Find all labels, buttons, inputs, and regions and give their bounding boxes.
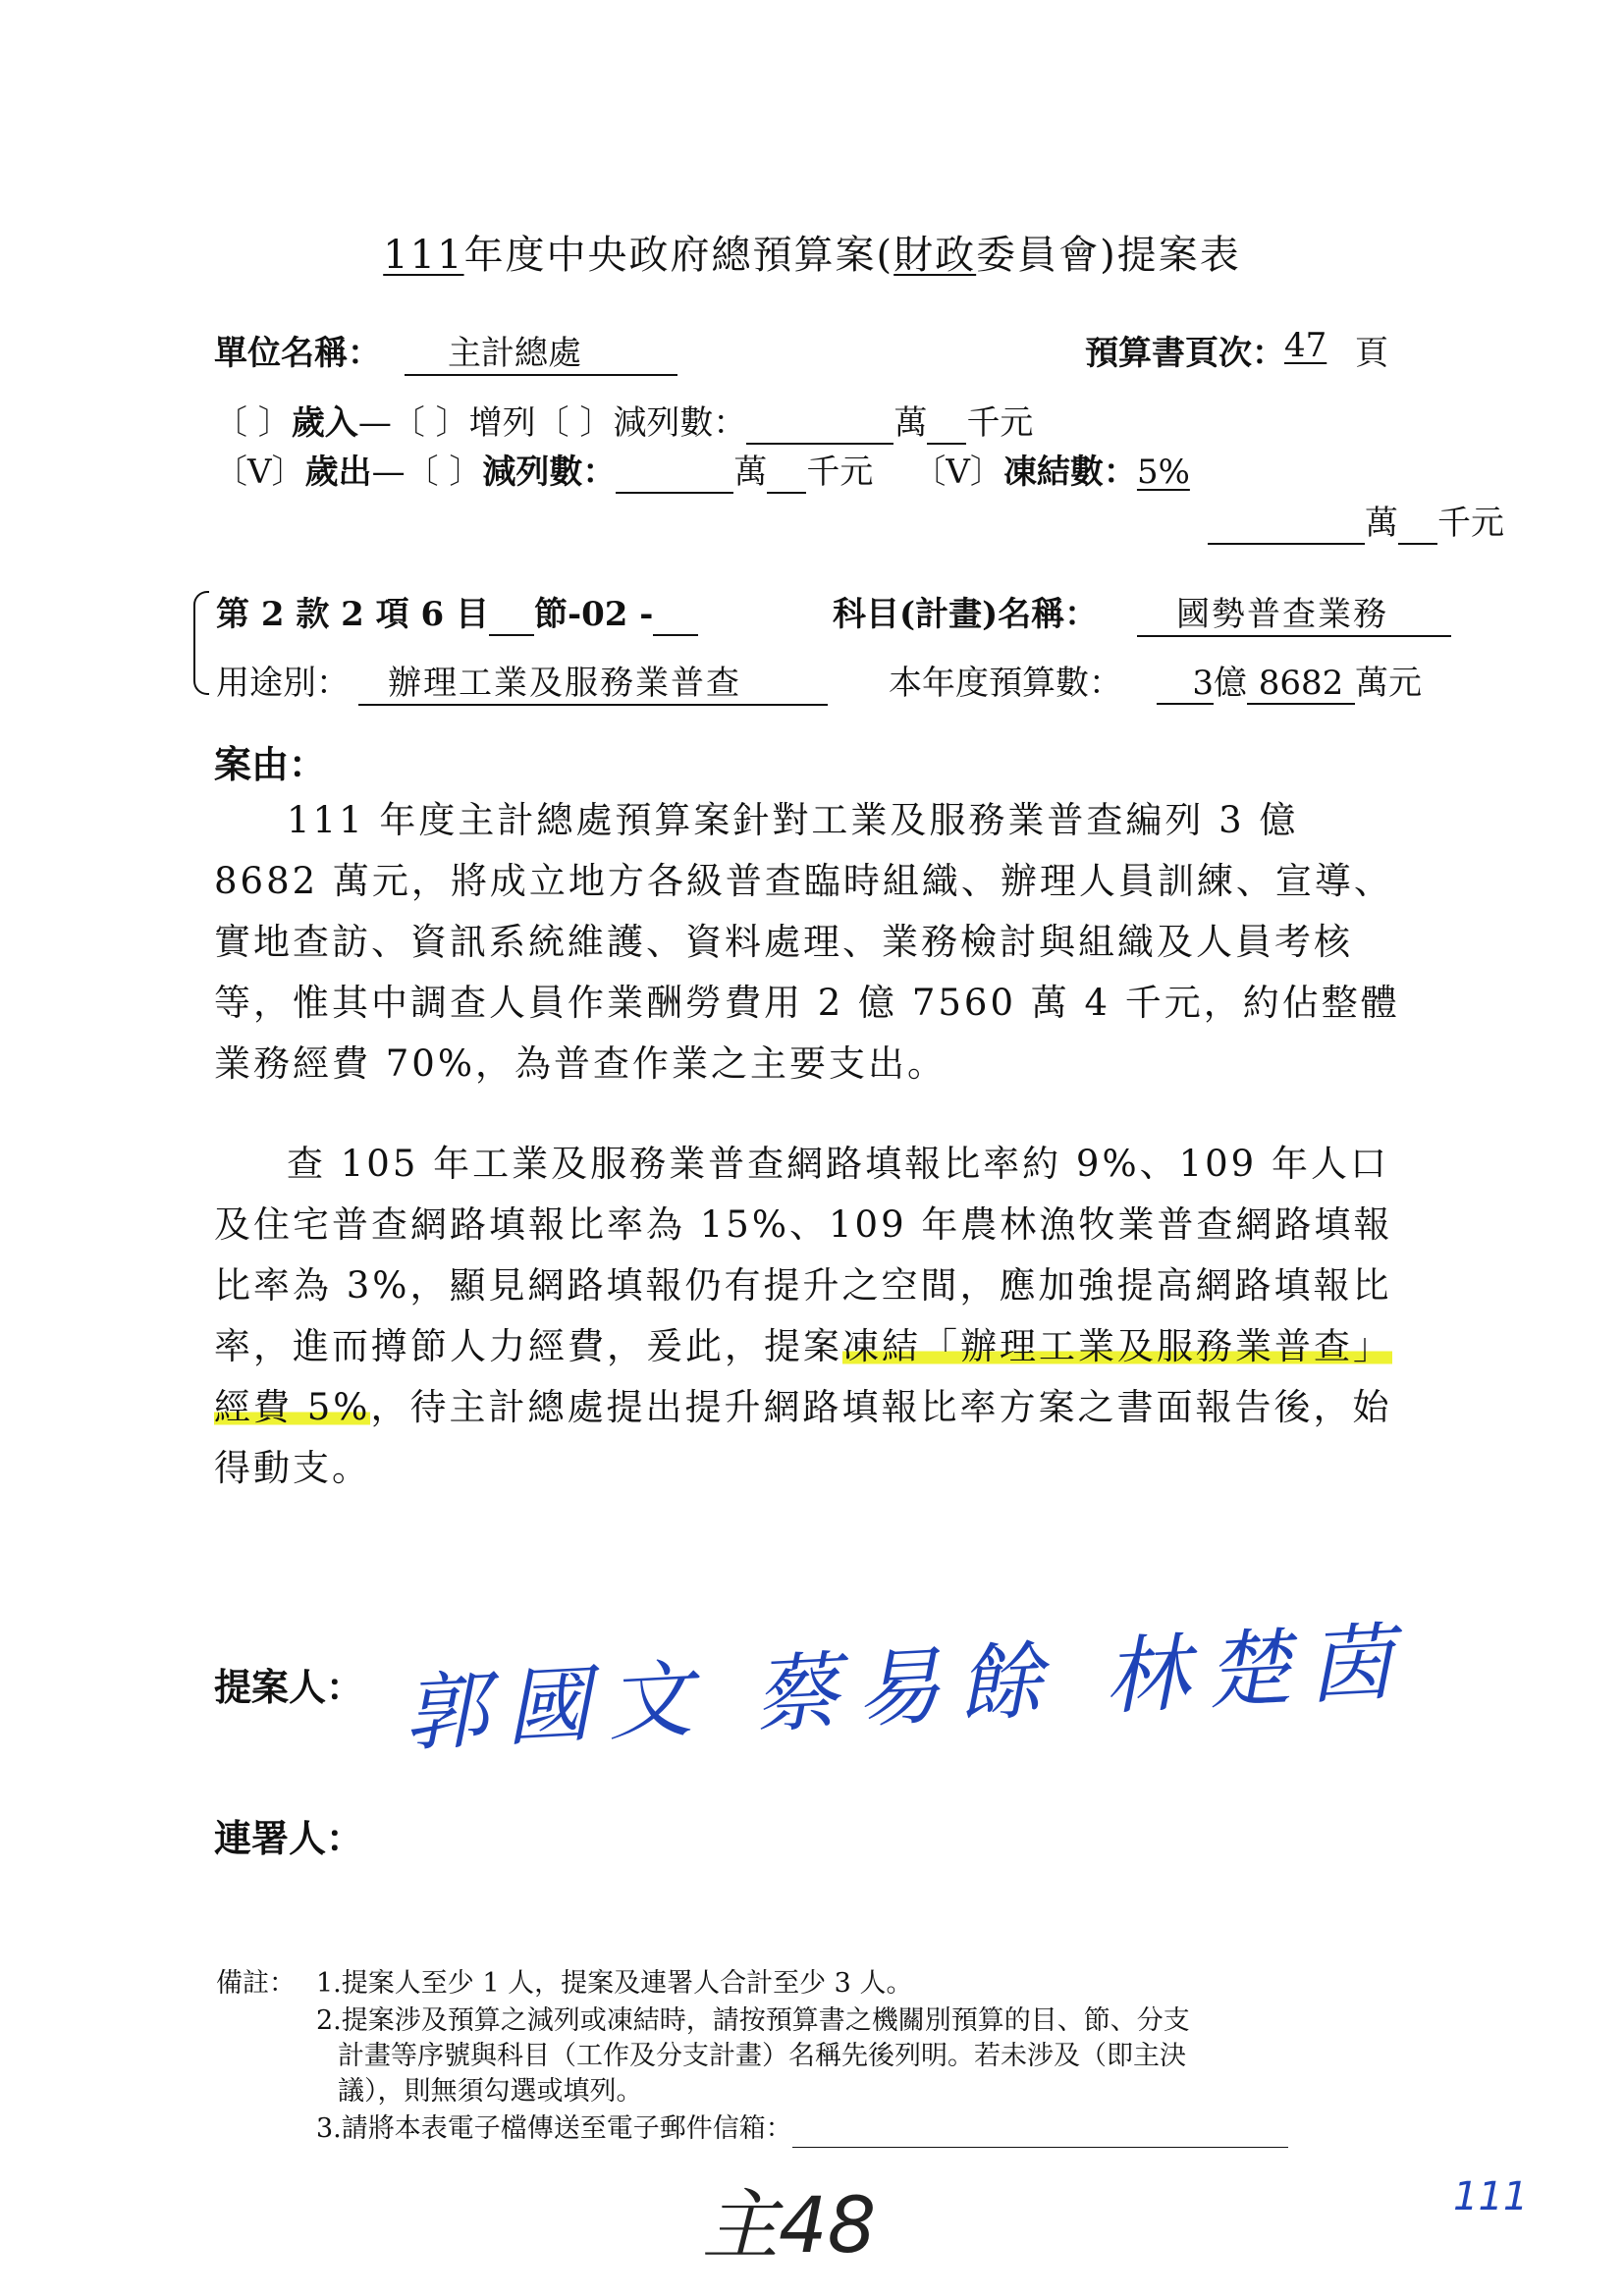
reason-p2-text-a: 查 105 年工業及服務業普查網路填報比率約 9%、109 年人口及住宅普查網路填報比率為 15%、109 年農林漁牧業普查網路填報比率為 3%，顯見網路填報仍有提升之空間，應加強提高網路填報比率，進而撙節人力經費，爰此，提案	[214, 1143, 1393, 1367]
budget-wan: 萬元	[1355, 664, 1422, 703]
expense-dash: —〔 〕	[371, 453, 483, 492]
expense-wan-blank[interactable]	[616, 453, 733, 494]
revenue-qian: 千元	[966, 403, 1034, 443]
subject-label: 科目(計畫)名稱：	[833, 595, 1099, 634]
freeze-wan-blank[interactable]	[1208, 504, 1365, 545]
email-blank[interactable]	[792, 2111, 1288, 2148]
subject-value: 國勢普查業務	[1137, 587, 1451, 637]
use-label: 用途別：	[216, 664, 350, 703]
freeze-qian: 千元	[1437, 504, 1504, 543]
revenue-checkbox[interactable]: 〔 〕	[214, 403, 292, 443]
revenue-qian-blank[interactable]	[927, 403, 966, 445]
expense-qian: 千元	[806, 453, 874, 492]
revenue-row	[214, 396, 1033, 445]
reason-paragraph-1: 111 年度主計總處預算案針對工業及服務業普查編列 3 億 8682 萬元，將成立地方各級普查臨時組織、辦理人員訓練、宣導、實地查訪、資訊系統維護、資料處理、業務檢討與組織及人員考核等，惟其中調查人員作業酬勞費用 2 億 7560 萬 4 千元，約佔整體業務經費 70%，為普查作業之主要支出。	[214, 799, 1400, 1085]
expense-wan: 萬	[733, 453, 768, 492]
revenue-wan: 萬	[893, 403, 928, 443]
expense-row	[214, 445, 1190, 494]
proposer-signature: 郭國文 蔡易餘 林楚茵	[401, 1613, 1414, 1764]
note-3	[316, 2111, 1288, 2148]
form-title	[0, 224, 1624, 280]
budget-label: 本年度預算數：	[889, 664, 1122, 703]
revenue-dash: —〔 〕	[357, 403, 469, 443]
item-code-a: 第 2 款 2 項 6 目	[216, 595, 489, 634]
page-value: 47	[1284, 326, 1327, 365]
expense-label: 歲出	[304, 453, 372, 492]
reason-paragraph-2	[214, 1134, 1412, 1499]
budget-value	[1157, 656, 1422, 705]
budget-yi: 億	[1214, 664, 1247, 703]
revenue-decrease-label: 減列數：	[613, 403, 747, 443]
page-suffix: 頁	[1355, 334, 1388, 373]
freeze-qian-blank[interactable]	[1398, 504, 1437, 545]
freeze-label: 凍結數：	[1002, 453, 1137, 492]
item-code-blank-2[interactable]	[653, 595, 698, 636]
cosigner-label: 連署人：	[214, 1816, 364, 1860]
note-1: 1.提案人至少 1 人，提案及連署人合計至少 3 人。	[316, 1968, 913, 1999]
freeze-value: 5%	[1136, 453, 1190, 492]
revenue-wan-blank[interactable]	[746, 403, 893, 445]
item-code-row	[216, 587, 698, 636]
handwritten-stamp: 主48	[702, 2182, 877, 2270]
note-2c: 議），則無須勾選或填列。	[338, 2076, 643, 2107]
item-code-b: 節-02 -	[534, 595, 654, 634]
title-year: 111	[383, 233, 464, 278]
note-3-text: 3.請將本表電子檔傳送至電子郵件信箱：	[316, 2113, 792, 2144]
freeze-wan: 萬	[1365, 504, 1398, 543]
expense-checkbox[interactable]: 〔V〕	[214, 453, 305, 492]
notes-label: 備註：	[216, 1968, 296, 1999]
title-text-2: 委員會)提案表	[976, 233, 1241, 278]
item-code-blank-1[interactable]	[489, 595, 534, 636]
handwritten-page-mark: 111	[1453, 2174, 1529, 2219]
reason-p2-highlight: 凍結「辦理工業及服務業普查」經費 5%	[214, 1325, 1392, 1428]
freeze-checkbox[interactable]: 〔V〕	[912, 453, 1003, 492]
revenue-increase: 增列〔 〕	[468, 403, 614, 443]
page-label: 預算書頁次：	[1085, 334, 1285, 373]
unit-label: 單位名稱：	[214, 334, 381, 373]
budget-yi-value: 3	[1157, 664, 1214, 705]
title-committee: 財政	[893, 233, 977, 278]
revenue-label: 歲入	[291, 403, 358, 443]
note-2a: 2.提案涉及預算之減列或凍結時，請按預算書之機關別預算的目、節、分支	[316, 2005, 1190, 2036]
reason-heading: 案由：	[214, 742, 327, 786]
title-text-1: 年度中央政府總預算案(	[463, 233, 894, 278]
note-2b: 計畫等序號與科目（工作及分支計畫）名稱先後列明。若未涉及（即主決	[338, 2041, 1186, 2071]
expense-qian-blank[interactable]	[767, 453, 806, 494]
use-value: 辦理工業及服務業普查	[358, 656, 828, 706]
item-bracket	[193, 591, 209, 695]
proposer-label: 提案人：	[214, 1665, 364, 1709]
budget-wan-value: 8682	[1247, 664, 1355, 705]
reason-p2-text-c: ，待主計總處提出提升網路填報比率方案之書面報告後，始得動支。	[214, 1386, 1392, 1489]
unit-value: 主計總處	[405, 326, 677, 376]
expense-decrease-label: 減列數：	[482, 453, 617, 492]
freeze-amount-row	[1208, 496, 1504, 545]
